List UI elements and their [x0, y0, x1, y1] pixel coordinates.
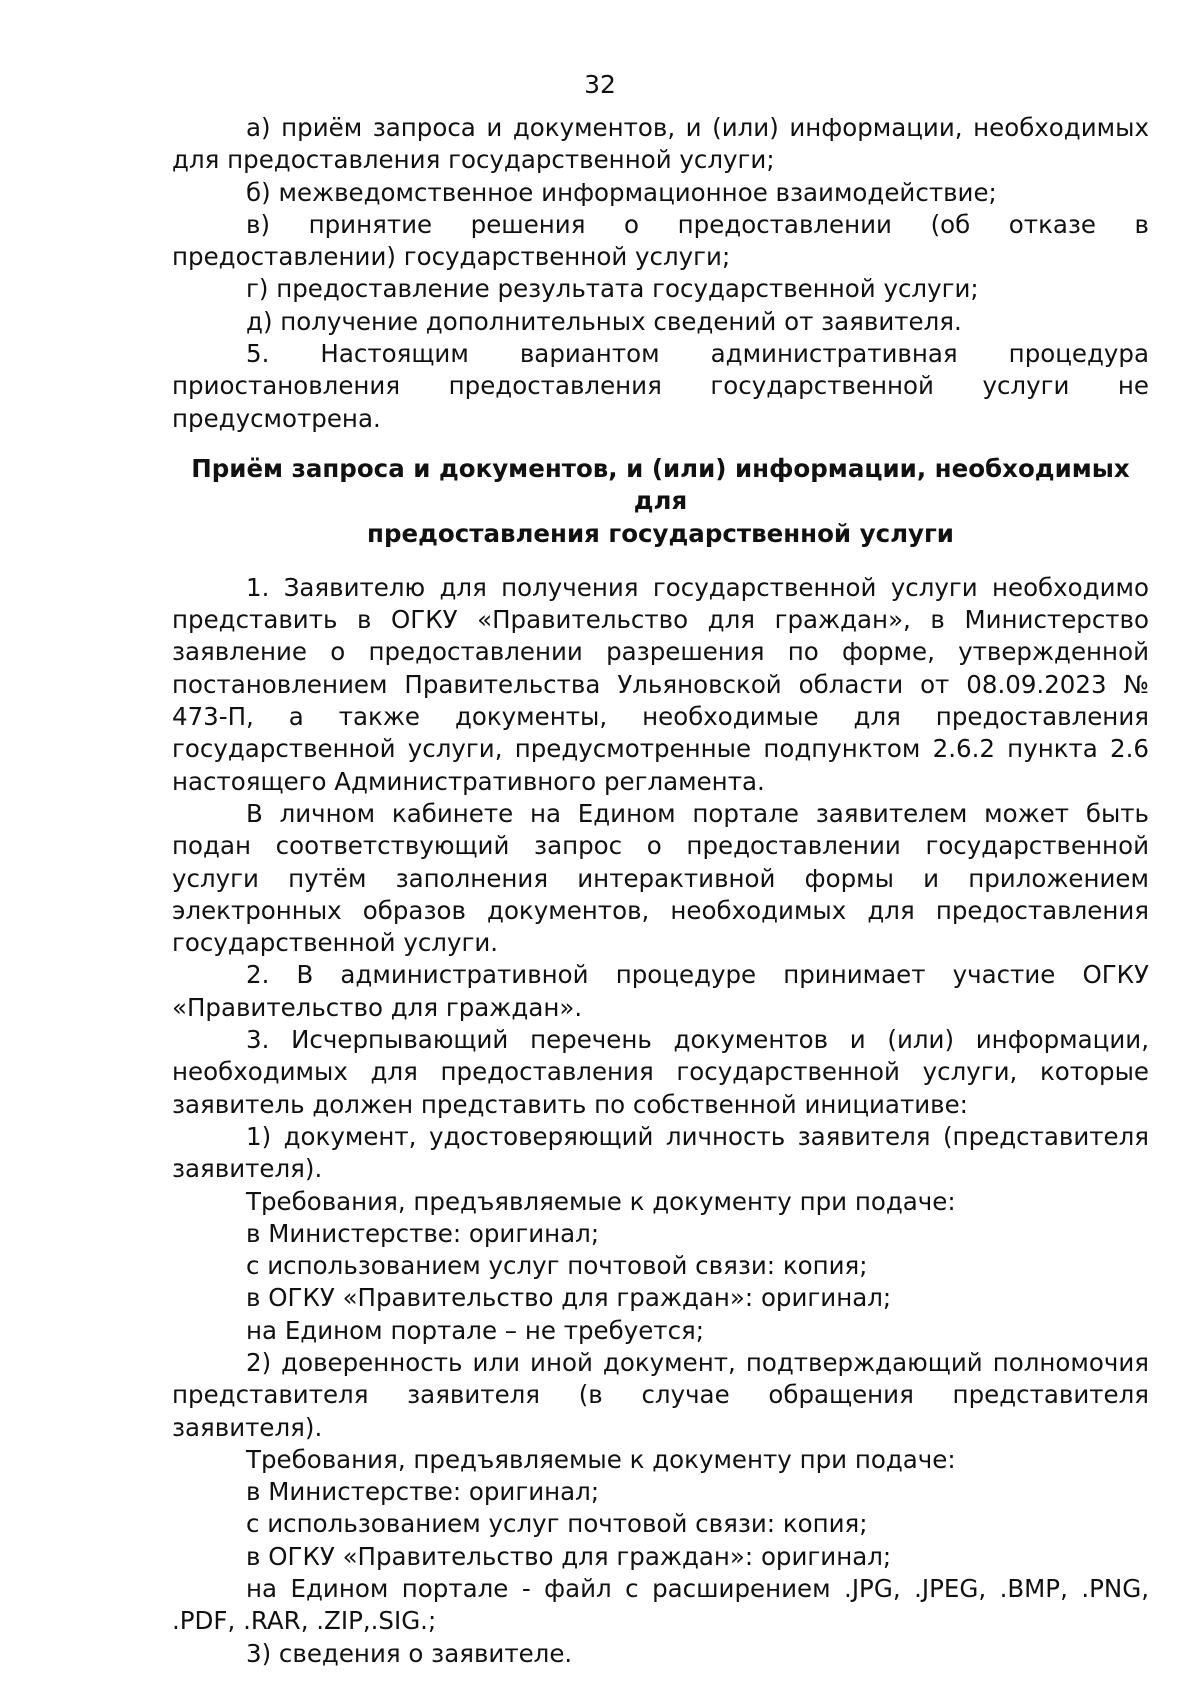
requirements-heading-1: Требования, предъявляемые к документу при подаче:: [246, 1186, 956, 1216]
page-number: 32: [584, 70, 616, 99]
requirement-portal-1: на Едином портале – не требуется;: [246, 1315, 705, 1345]
requirement-ministry-2: в Министерстве: оригинал;: [246, 1477, 600, 1507]
requirement-ministry-1: в Министерстве: оригинал;: [246, 1218, 600, 1248]
requirement-post-1: с использованием услуг почтовой связи: копия;: [246, 1251, 868, 1281]
paragraph-item-d: д) получение дополнительных сведений от заявителя.: [246, 306, 962, 336]
document-body: [172, 112, 1149, 1670]
paragraph-3: 3. Исчерпывающий перечень документов и (или) информации, необходимых для предоставления государственной услуги, которые заявитель должен представить по собственной инициативе:: [172, 1025, 1149, 1119]
requirement-portal-2: на Едином портале - файл с расширением .JPG, .JPEG, .BMP, .PNG, .PDF, .RAR, .ZIP,.SIG.;: [172, 1574, 1149, 1636]
section-heading-line-1: Приём запроса и документов, и (или) информации, необходимых для: [191, 453, 1130, 516]
paragraph-item-b: б) межведомственное информационное взаимодействие;: [246, 177, 997, 207]
requirement-ogku-1: в ОГКУ «Правительство для граждан»: оригинал;: [246, 1283, 892, 1313]
paragraph-2: 2. В административной процедуре принимает участие ОГКУ «Правительство для граждан».: [172, 960, 1149, 1022]
paragraph-1: 1. Заявителю для получения государственной услуги необходимо представить в ОГКУ «Правительство для граждан», в Министерство заявление о предоставлении разрешения по форме, утвержденной постановлением Правительства Ульяновской области от 08.09.2023 № 473-П, а также документы, необходимые для предоставления государственной услуги, предусмотренные подпунктом 2.6.2 пункта 2.6 настоящего Административного регламента.: [172, 572, 1149, 796]
list-item-2: 2) доверенность или иной документ, подтверждающий полномочия представителя заявителя (в случае обращения представителя заявителя).: [172, 1347, 1149, 1442]
list-item-3: 3) сведения о заявителе.: [246, 1638, 573, 1668]
section-heading: [172, 453, 1149, 550]
paragraph-personal-account: В личном кабинете на Едином портале заявителем может быть подан соответствующий запрос о предоставлении государственной услуги путём заполнения интерактивной формы и приложением электронных образов документов, необходимых для предоставления государственной услуги.: [172, 798, 1149, 958]
paragraph-item-5: 5. Настоящим вариантом административная процедура приостановления предоставления государственной услуги не предусмотрена.: [172, 339, 1149, 433]
section-heading-line-2: предоставления государственной услуги: [367, 518, 954, 548]
requirement-post-2: с использованием услуг почтовой связи: копия;: [246, 1509, 868, 1539]
paragraph-item-g: г) предоставление результата государственной услуги;: [246, 274, 979, 304]
requirement-ogku-2: в ОГКУ «Правительство для граждан»: оригинал;: [246, 1541, 892, 1571]
requirements-heading-2: Требования, предъявляемые к документу при подаче:: [246, 1444, 956, 1474]
paragraph-item-v: в) принятие решения о предоставлении (об отказе в предоставлении) государственной услуги;: [172, 209, 1149, 272]
paragraph-item-a: а) приём запроса и документов, и (или) информации, необходимых для предоставления государственной услуги;: [172, 113, 1149, 175]
list-item-1: 1) документ, удостоверяющий личность заявителя (представителя заявителя).: [172, 1121, 1149, 1184]
